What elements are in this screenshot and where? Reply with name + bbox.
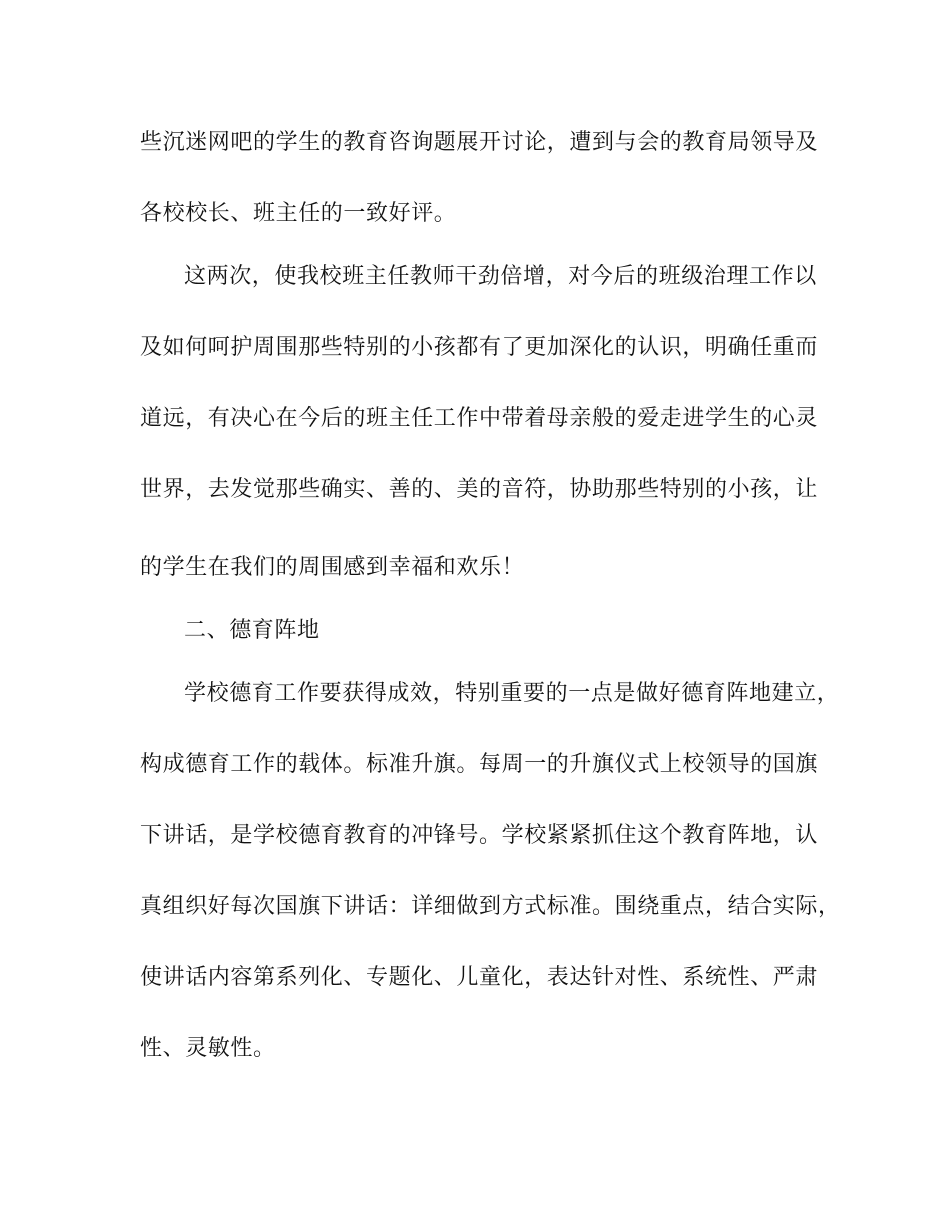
paragraph-line: 各校校长、班主任的一致好评。 [140, 201, 457, 226]
paragraph-line: 性、灵敏性。 [140, 1036, 276, 1061]
paragraph-line: 学校德育工作要获得成效，特别重要的一点是做好德育阵地建立， [184, 681, 840, 706]
paragraph-line: 些沉迷网吧的学生的教育咨询题展开讨论，遭到与会的教育局领导及 [140, 130, 819, 155]
paragraph-line: 真组织好每次国旗下讲话：详细做到方式标准。围绕重点，结合实际， [140, 894, 841, 919]
paragraph-line: 构成德育工作的载体。标准升旗。每周一的升旗仪式上校领导的国旗 [140, 752, 819, 777]
paragraph-line: 及如何呵护周围那些特别的小孩都有了更加深化的认识，明确任重而 [140, 335, 819, 360]
paragraph-line: 下讲话，是学校德育教育的冲锋号。学校紧紧抓住这个教育阵地，认 [140, 823, 819, 848]
paragraph-line: 这两次，使我校班主任教师干劲倍增，对今后的班级治理工作以 [184, 264, 817, 289]
paragraph-line: 道远，有决心在今后的班主任工作中带着母亲般的爱走进学生的心灵 [140, 406, 819, 431]
paragraph-line: 世界，去发觉那些确实、善的、美的音符，协助那些特别的小孩，让 [140, 477, 819, 502]
section-heading: 二、德育阵地 [184, 618, 320, 643]
paragraph-line: 使讲话内容第系列化、专题化、儿童化，表达针对性、系统性、严肃 [140, 965, 819, 990]
paragraph-line: 的学生在我们的周围感到幸福和欢乐！ [140, 555, 525, 580]
